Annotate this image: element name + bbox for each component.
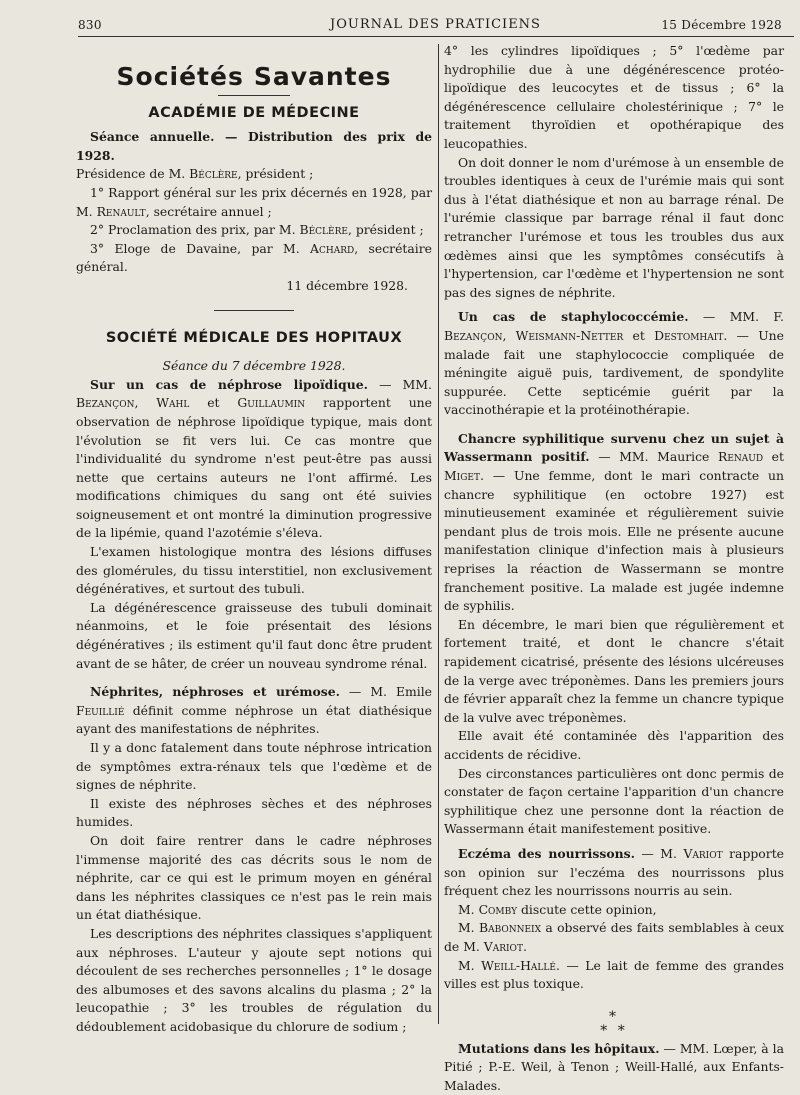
smh-heading: SOCIÉTÉ MÉDICALE DES HOPITAUX [105,329,403,346]
article-nephrites-nephroses: Néphrites, néphroses et urémose. — M. Emile Feuillié définit comme néphrose un état diathésique ayant des manifestations de néphrites. [76,684,432,737]
paragraph: Elle avait été contaminée dès l'apparition des accidents de récidive. [444,728,784,762]
academie-item-2: 2° Proclamation des prix, par M. Béclère, président ; [90,222,424,238]
article-staphylococcemie: Un cas de staphylococcémie. — MM. F. Bezançon, Weismann-Netter et Destomhait. — Une malade fait une staphylococcie compliquée de méningite aiguë puis, tardivement, de spondylite suppurée. Cette septicémie guérit par la vaccinothérapie et la protéinothérapie. [444,309,784,418]
academie-heading: ACADÉMIE DE MÉDECINE [148,104,360,121]
paragraph: On doit donner le nom d'urémose à un ensemble de troubles identiques à ceux de l'urémie mais qui sont dus à l'état diathésique et non au barrage rénal. De l'urémie classique par barrage rénal il faut donc retrancher l'urémose et tous les troubles dus aux œdèmes ainsi que les symptômes consécutifs à l'hypertension, car l'œdème et l'hypertension ne sont pas des signes de néphrite. [444,154,784,300]
academie-item-3: 3° Eloge de Davaine, par M. Achard, secrétaire général. [76,240,432,275]
left-column [76,42,432,1037]
page-number: 830 [78,18,102,32]
column-divider [438,44,439,1024]
paragraph: L'examen histologique montra des lésions diffuses des glomérules, du tissu interstitiel, non exclusivement dégénératives, et surtout des tubuli. [76,544,432,597]
academie-date: 11 décembre 1928. [286,277,408,293]
header-rule [78,36,794,37]
title-rule [218,95,290,96]
journal-title: JOURNAL DES PRATICIENS [330,17,541,32]
paragraph: Il existe des néphroses sèches et des néphroses humides. [76,795,432,830]
issue-date: 15 Décembre 1928 [661,18,782,32]
smh-seance: Séance du 7 décembre 1928. [162,358,346,374]
article-mutations-hopitaux: Mutations dans les hôpitaux. — MM. Lœper, à la Pitié ; P.-E. Weil, à Tenon ; Weill-Hallé, aux Enfants-Malades. [444,1040,784,1093]
academie-item-1: 1° Rapport général sur les prix décernés en 1928, par M. Renault, secrétaire annuel ; [76,184,432,219]
paragraph: On doit faire rentrer dans le cadre néphroses l'immense majorité des cas décrits sous le nom de néphrite, car ce qui est le primum moyen en général dans les néphrites classiques ce n'est pas le rein mais un état diathésique. [76,832,432,923]
article-chancre-syphilitique: Chancre syphilitique survenu chez un sujet à Wassermann positif. — MM. Maurice Renaud et Miget. — Une femme, dont le mari contracte un chancre syphilitique (en octobre 1927) est minutieusement examinée et régulièrement suivie pendant plus de trois mois. Elle ne présente aucune manifestation clinique d'infection mais à plusieurs reprises la réaction de Wassermann se montre franchement positive. La malade est jugée indemne de syphilis. [444,430,784,614]
paragraph: La dégénérescence graisseuse des tubuli dominait néanmoins, et le foie présentait des lésions dégénératives ; ils estiment qu'il faut donc être prudent avant de se hâter, de créer un nouveau syndrome rénal. [76,599,432,671]
right-column [444,42,784,1095]
paragraph: 4° les cylindres lipoïdiques ; 5° l'œdème par hydrophilie due à une dégénérescence protéo-lipoïdique des leucocytes et de tissus ; 6° la dégénérescence cellulaire cholestérinique ; 7° le traitement thyroïdien et opothérapique des leucopathies. [444,43,784,151]
paragraph: Il y a donc fatalement dans toute néphrose intrication de symptômes extra-rénaux tels que l'œdème et de signes de néphrite. [76,740,432,793]
paragraph: M. Weill-Hallé. — Le lait de femme des grandes villes est plus toxique. [444,957,784,992]
article-eczema-nourrissons: Eczéma des nourrissons. — M. Variot rapporte son opinion sur l'eczéma des nourrissons plus fréquent chez les nourrissons nourris au sein. [444,845,784,899]
paragraph: M. Babonneix a observé des faits semblables à ceux de M. Variot. [444,920,784,954]
article-nephrose-lipoidique: Sur un cas de néphrose lipoïdique. — MM. Bezançon, Wahl et Guillaumin rapportent une observation de néphrose lipoïdique typique, mais dont l'évolution se fit vers lui. Ce cas montre que l'individualité du syndrome n'est peut-être pas aussi nette que certains auteurs ne l'ont affirmé. Les modifications chimiques du sang ont été suivies soigneusement et ont montré la diminution progressive de la lipémie, quand l'azotémie s'éleva. [76,376,432,541]
paragraph: En décembre, le mari bien que régulièrement et fortement traité, et dont le chancre s'était rapidement cicatrisé, présente des lésions ulcéreuses de la verge avec tréponèmes. Dans les premiers jours de février apparaît chez la femme un chancre typique de la vulve avec tréponèmes. [444,616,784,725]
running-header [78,14,792,36]
section-rule [214,310,294,311]
main-section-title: Sociétés Savantes [116,62,392,91]
paragraph: Des circonstances particulières ont donc permis de constater de façon certaine l'apparition d'un chancre syphilitique chez une personne dont la réaction de Wassermann était manifestement positive. [444,765,784,837]
academie-seance: Séance annuelle. — Distribution des prix de 1928. [76,129,432,163]
paragraph: M. Comby discute cette opinion, [458,901,657,917]
academie-presidence: Présidence de M. Béclère, président ; [76,166,314,182]
paragraph: Les descriptions des néphrites classiques s'appliquent aux néphroses. L'auteur y ajoute sept notions qui découlent de ses recherches personnelles ; 1° le dosage des albumoses et des savons alcalins du plasma ; 2° la leucopathie ; 3° les troubles de régulation du dédoublement acidobasique du chlorure de sodium ; [76,925,432,1034]
section-asterism: * * * [600,1008,628,1039]
